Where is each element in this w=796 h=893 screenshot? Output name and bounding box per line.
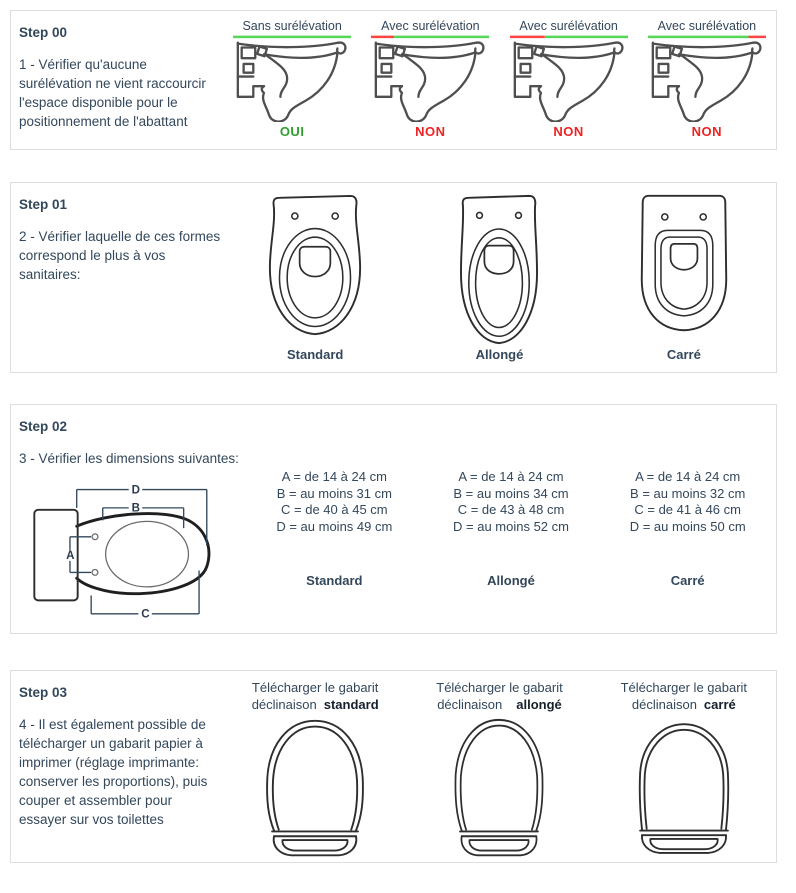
dimensions-carre (599, 405, 776, 633)
download-variant: standard (323, 697, 379, 712)
toilet-figure-avec-surelevation-3 (638, 11, 776, 149)
seat-top-view-carre-image (636, 191, 732, 337)
toilet-figure-avec-surelevation-1 (361, 11, 499, 149)
download-gabarit-allonge-link[interactable] (436, 679, 562, 713)
step-03-title: Step 03 (19, 685, 68, 700)
seat-top-view-allonge-image (458, 191, 540, 347)
dim-a: A = de 14 à 24 cm (458, 469, 564, 484)
verdict-non: NON (691, 124, 723, 139)
gabarit-standard (223, 671, 407, 862)
dim-c: C = de 43 à 48 cm (457, 502, 565, 517)
verdict-oui: OUI (279, 124, 305, 139)
column-name: Carré (670, 573, 705, 588)
step-02-section (10, 404, 777, 634)
figure-label: Avec surélévation (519, 19, 618, 33)
dim-b: B = au moins 32 cm (630, 485, 746, 501)
dimensions-allonge (423, 405, 600, 633)
step-00-description: 1 - Vérifier qu'aucune surélévation ne vient raccourcir l'espace disponible pour le positionnement de l'abattant (19, 57, 206, 129)
download-gabarit-carre-link[interactable] (621, 679, 747, 713)
dim-letter-c: C (141, 608, 150, 621)
step-01-section (10, 182, 777, 373)
step-01-figures (223, 183, 776, 372)
step-00-title: Step 00 (19, 25, 68, 40)
column-name: Standard (306, 573, 363, 588)
dim-a: A = de 14 à 24 cm (635, 469, 741, 484)
download-variant: carré (703, 697, 736, 712)
toilet-side-view-image (229, 33, 355, 122)
figure-label: Sans surélévation (242, 19, 342, 33)
dim-letter-a: A (66, 549, 75, 562)
step-00-text-column (11, 11, 223, 149)
gabarit-outline-allonge-image (447, 717, 551, 862)
dim-letter-d: D (131, 484, 140, 497)
step-03-description: 4 - Il est également possible de télécharger un gabarit papier à imprimer (réglage imprimante: conserver les proportions), puis couper et assembler pour essayer sur vos toilettes (19, 717, 208, 827)
seat-shape-allonge (407, 183, 591, 372)
seat-top-view-standard-image (267, 191, 363, 341)
download-text-line2: déclinaison (631, 697, 697, 712)
download-text-line1: Télécharger le gabarit (620, 680, 748, 695)
download-text-line2: déclinaison (251, 697, 317, 712)
dim-b: B = au moins 31 cm (276, 485, 392, 501)
toilet-side-view-image (367, 33, 493, 122)
gabarit-carre (592, 671, 776, 862)
download-variant: allongé (516, 697, 562, 712)
step-02-description: 3 - Vérifier les dimensions suivantes: (19, 451, 239, 466)
download-text-line1: Télécharger le gabarit (436, 680, 563, 695)
step-00-figures (223, 11, 776, 149)
dim-letter-b: B (131, 502, 140, 515)
shape-name: Allongé (475, 347, 524, 362)
dim-d: D = au moins 50 cm (629, 518, 746, 534)
figure-label: Avec surélévation (381, 19, 480, 33)
dim-d: D = au moins 49 cm (276, 518, 393, 534)
download-text-line1: Télécharger le gabarit (251, 680, 379, 695)
dim-b: B = au moins 34 cm (453, 485, 569, 501)
step-01-text-column (11, 183, 223, 372)
verdict-non: NON (415, 124, 446, 139)
figure-label: Avec surélévation (657, 19, 757, 33)
download-text-line2: déclinaison (437, 697, 503, 712)
dim-c: C = de 40 à 45 cm (281, 502, 388, 517)
dim-d: D = au moins 52 cm (453, 518, 569, 534)
step-01-title: Step 01 (19, 197, 68, 212)
step-02-title: Step 02 (19, 419, 68, 434)
download-gabarit-standard-link[interactable] (252, 679, 379, 713)
toilet-figure-sans-surelevation (223, 11, 361, 149)
step-03-figures (223, 671, 776, 862)
shape-name: Carré (666, 347, 701, 362)
step-03-section (10, 670, 777, 863)
toilet-figure-avec-surelevation-2 (500, 11, 638, 149)
seat-shape-standard (223, 183, 407, 372)
dimensions-diagram (29, 478, 241, 636)
gabarit-outline-standard-image (256, 717, 374, 862)
toilet-side-view-image (506, 33, 632, 122)
dimensions-standard (246, 405, 423, 633)
column-name: Allongé (487, 573, 535, 588)
dim-c: C = de 41 à 46 cm (634, 502, 741, 517)
gabarit-allonge (407, 671, 591, 862)
step-02-columns (246, 405, 776, 633)
shape-name: Standard (286, 347, 344, 362)
gabarit-outline-carre-image (628, 717, 740, 862)
step-00-section (10, 10, 777, 150)
toilet-side-view-image (644, 33, 770, 122)
step-02-text-column (11, 405, 246, 633)
seat-shape-carre (592, 183, 776, 372)
step-01-description: 2 - Vérifier laquelle de ces formes correspond le plus à vos sanitaires: (19, 229, 221, 282)
dim-a: A = de 14 à 24 cm (281, 469, 387, 484)
verdict-non: NON (553, 124, 584, 139)
step-03-text-column (11, 671, 223, 862)
